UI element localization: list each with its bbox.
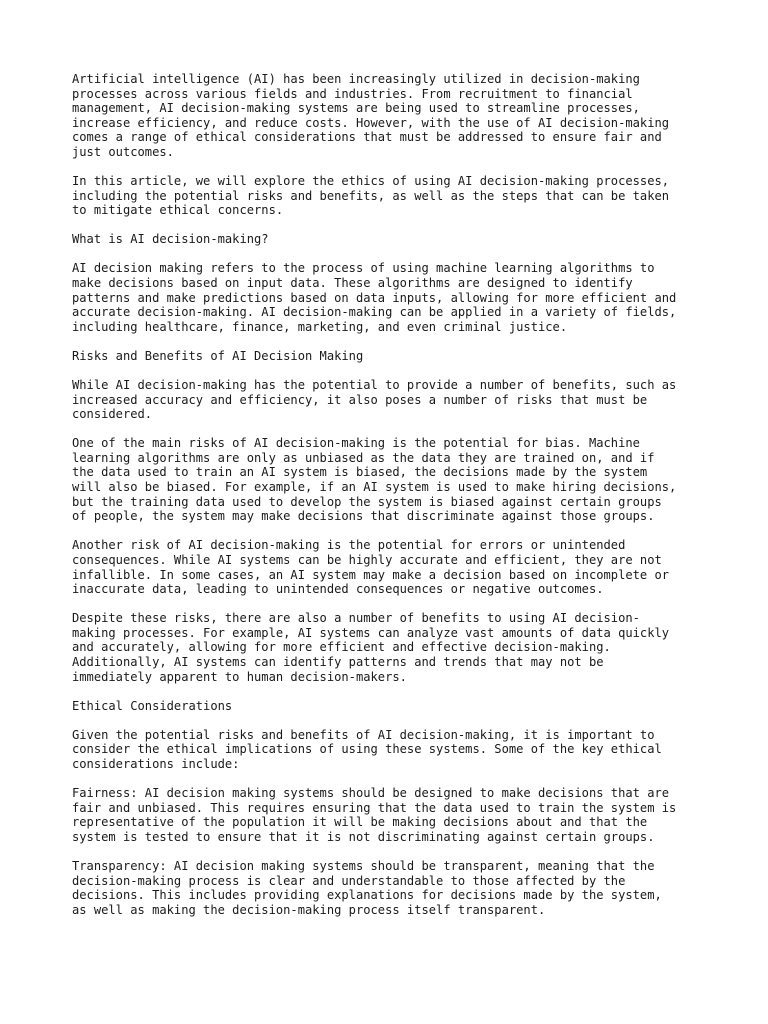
article-scope-paragraph: In this article, we will explore the ethics of using AI decision-making processes, including the potential risks and benefits, as well as the steps that can be taken to mitigate ethical concerns.	[72, 174, 670, 218]
bias-risk-paragraph: One of the main risks of AI decision-making is the potential for bias. Machine learning algorithms are only as unbiased as the data they are trained on, and if the data used to train an AI system is biased, the decisions made by the system will also be biased. For example, if an AI system is used to make hiring decisions, but the training data used to develop the system is biased against certain groups of people, the system may make decisions that discriminate against those groups.	[72, 436, 677, 524]
benefits-paragraph: Despite these risks, there are also a number of benefits to using AI decision- making processes. For example, AI systems can analyze vast amounts of data quickly and accurately, allowing for more efficient and effective decision-making. Additionally, AI systems can identify patterns and trends that may not be immediately apparent to human decision-makers.	[72, 611, 670, 684]
heading-ethical-considerations: Ethical Considerations	[72, 698, 233, 713]
fairness-paragraph: Fairness: AI decision making systems should be designed to make decisions that are fair and unbiased. This requires ensuring that the data used to train the system is representative of the population it will be making decisions about and that the system is tested to ensure that it is not discriminating against certain groups.	[72, 786, 677, 844]
heading-risks-and-benefits: Risks and Benefits of AI Decision Making	[72, 348, 364, 363]
heading-what-is-ai-decision-making: What is AI decision-making?	[72, 232, 269, 247]
ethical-intro-paragraph: Given the potential risks and benefits of AI decision-making, it is important to consider the ethical implications of using these systems. Some of the key ethical considerations include:	[72, 727, 662, 771]
definition-paragraph: AI decision making refers to the process of using machine learning algorithms to make decisions based on input data. These algorithms are designed to identify patterns and make predictions based on data inputs, allowing for more efficient and accurate decision-making. AI decision-making can be applied in a variety of fields, including healthcare, finance, marketing, and even criminal justice.	[72, 261, 677, 334]
errors-risk-paragraph: Another risk of AI decision-making is the potential for errors or unintended consequences. While AI systems can be highly accurate and efficient, they are not infallible. In some cases, an AI system may make a decision based on incomplete or inaccurate data, leading to unintended consequences or negative outcomes.	[72, 538, 670, 597]
transparency-paragraph: Transparency: AI decision making systems should be transparent, meaning that the decision-making process is clear and understandable to those affected by the decisions. This includes providing explanations for decisions made by the system, as well as making the decision-making process itself transparent.	[72, 858, 662, 917]
risks-benefits-intro-paragraph: While AI decision-making has the potential to provide a number of benefits, such as increased accuracy and efficiency, it also poses a number of risks that must be considered.	[72, 378, 677, 422]
intro-paragraph: Artificial intelligence (AI) has been increasingly utilized in decision-making processes across various fields and industries. From recruitment to financial management, AI decision-making systems are being used to streamline processes, increase efficiency, and reduce costs. However, with the use of AI decision-making comes a range of ethical considerations that must be addressed to ensure fair and just outcomes.	[72, 72, 670, 159]
